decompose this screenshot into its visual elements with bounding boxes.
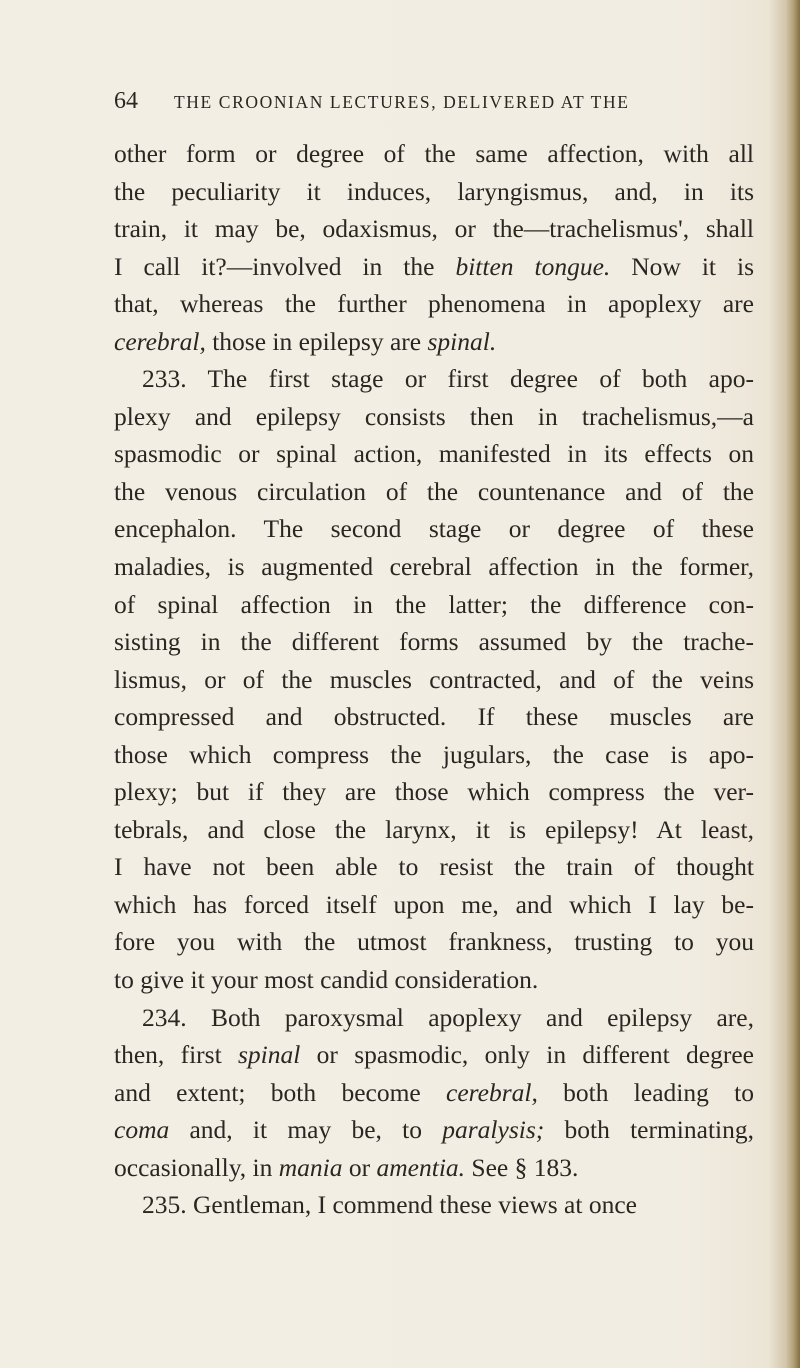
text-line: spasmodic or spinal action, manifested in its effects on [114,439,754,469]
page-number: 64 [114,88,138,114]
text-line: the peculiarity it induces, laryngismus, and, in its [114,176,754,206]
text-line: encephalon. The second stage or degree of these [114,514,754,544]
italic-phrase: bitten tongue. [455,251,611,281]
italic-phrase: paralysis; [442,1115,545,1145]
text-line: plexy; but if they are those which compress the ver- [114,777,754,807]
text-line: the venous circulation of the countenance and of the [114,476,754,506]
running-head: THE CROONIAN LECTURES, DELIVERED AT THE [174,92,630,112]
italic-phrase: mania [278,1152,343,1182]
text-line: maladies, is augmented cerebral affection in the former, [114,552,754,582]
italic-phrase: cerebral, [114,326,206,356]
text-line: and extent; both become cerebral, both leading to [114,1077,754,1107]
paragraph-start-233: 233. The first stage or first degree of both apo- [142,364,754,394]
text-line: I have not been able to resist the train of thought [114,852,754,882]
text-line: those which compress the jugulars, the case is apo- [114,739,754,769]
text-line: fore you with the utmost frankness, trusting to you [114,927,754,957]
text-line: occasionally, in mania or amentia. See § 183. [114,1152,579,1182]
italic-phrase: spinal [238,1040,301,1070]
body-text [114,135,754,1224]
text-line: that, whereas the further phenomena in apoplexy are [114,289,754,319]
text-line: cerebral, those in epilepsy are spinal. [114,326,497,356]
text-line: sisting in the different forms assumed by the trache- [114,627,754,657]
text-line: tebrals, and close the larynx, it is epilepsy! At least, [114,814,754,844]
page-edge-shadow [786,0,800,1368]
text-line: then, first spinal or spasmodic, only in different degree [114,1040,754,1070]
paragraph-start-234: 234. Both paroxysmal apoplexy and epilepsy are, [142,1002,754,1032]
italic-phrase: amentia. [376,1152,466,1182]
text-line: lismus, or of the muscles contracted, and of the veins [114,664,754,694]
text-line: of spinal affection in the latter; the difference con- [114,589,754,619]
text-line: to give it your most candid consideration. [114,965,539,995]
italic-phrase: coma [114,1115,170,1145]
text-line: plexy and epilepsy consists then in trachelismus,—a [114,401,754,431]
text-line: train, it may be, odaxismus, or the—trachelismus', shall [114,214,754,244]
italic-phrase: spinal. [427,326,497,356]
page-header [114,86,754,116]
text-line: which has forced itself upon me, and which I lay be- [114,889,754,919]
text-line: compressed and obstructed. If these muscles are [114,702,754,732]
text-line: I call it?—involved in the bitten tongue. Now it is [114,251,754,281]
italic-phrase: cerebral, [446,1077,538,1107]
text-line: other form or degree of the same affection, with all [114,139,754,168]
text-line: coma and, it may be, to paralysis; both terminating, [114,1115,754,1145]
paragraph-start-235: 235. Gentleman, I commend these views at once [142,1190,637,1220]
